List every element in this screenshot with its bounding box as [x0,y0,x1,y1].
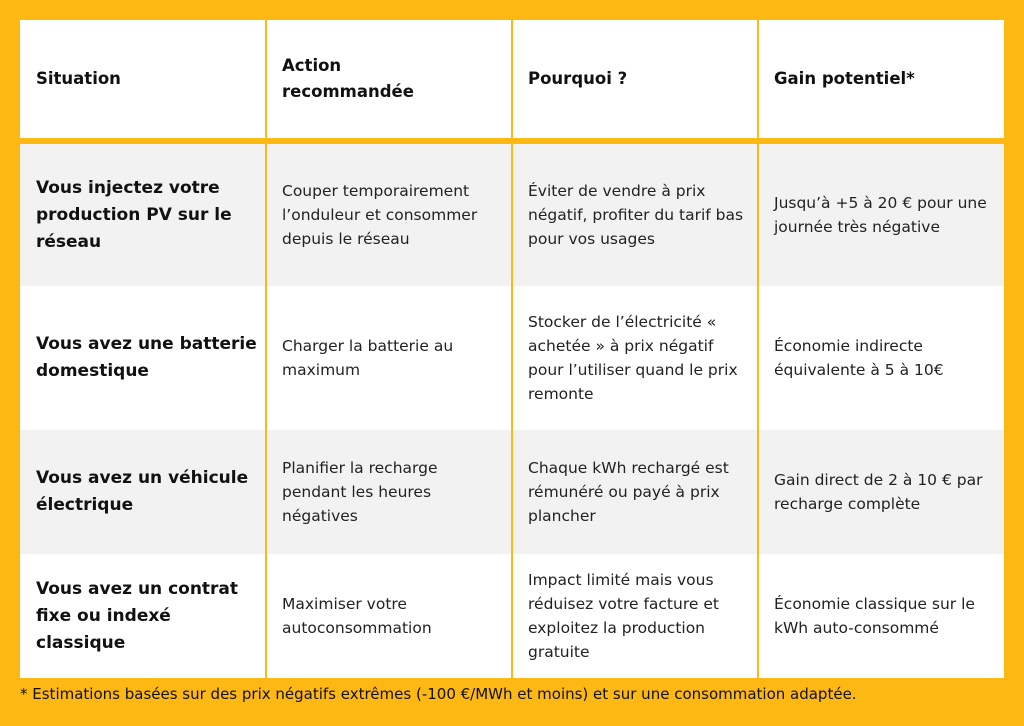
pourquoi-cell: Chaque kWh rechargé est rémunéré ou payé à prix plancher [528,459,729,525]
situation-cell: Vous injectez votre production PV sur le réseau [36,177,232,252]
pourquoi-cell: Éviter de vendre à prix négatif, profiter du tarif bas pour vos usages [528,182,744,248]
situation-cell: Vous avez un véhicule électrique [36,468,249,515]
header-action: Action recommandée [282,56,414,101]
header-gain: Gain potentiel* [774,69,915,88]
header-pourquoi: Pourquoi ? [528,69,628,88]
column-divider [511,20,513,678]
action-cell: Charger la batterie au maximum [282,337,454,379]
header-situation: Situation [36,69,121,88]
gain-cell: Jusqu’à +5 à 20 € pour une journée très négative [774,194,987,236]
pourquoi-cell: Stocker de l’électricité « achetée » à prix négatif pour l’utiliser quand le prix remonte [528,313,738,403]
footnote: * Estimations basées sur des prix négatifs extrêmes (-100 €/MWh et moins) et sur une consommation adaptée. [20,685,857,703]
gain-cell: Économie classique sur le kWh auto-consommé [774,595,975,637]
column-divider [265,20,267,678]
gain-cell: Gain direct de 2 à 10 € par recharge complète [774,471,983,513]
situation-cell: Vous avez une batterie domestique [36,334,257,381]
pourquoi-cell: Impact limité mais vous réduisez votre facture et exploitez la production gratuite [528,571,719,661]
gain-cell: Économie indirecte équivalente à 5 à 10€ [774,337,944,379]
action-cell: Planifier la recharge pendant les heures négatives [282,459,438,525]
situation-cell: Vous avez un contrat fixe ou indexé classique [36,578,239,653]
action-cell: Maximiser votre autoconsommation [282,595,432,637]
column-divider [757,20,759,678]
recommendations-table [20,20,1004,678]
action-cell: Couper temporairement l’onduleur et consommer depuis le réseau [282,182,478,248]
